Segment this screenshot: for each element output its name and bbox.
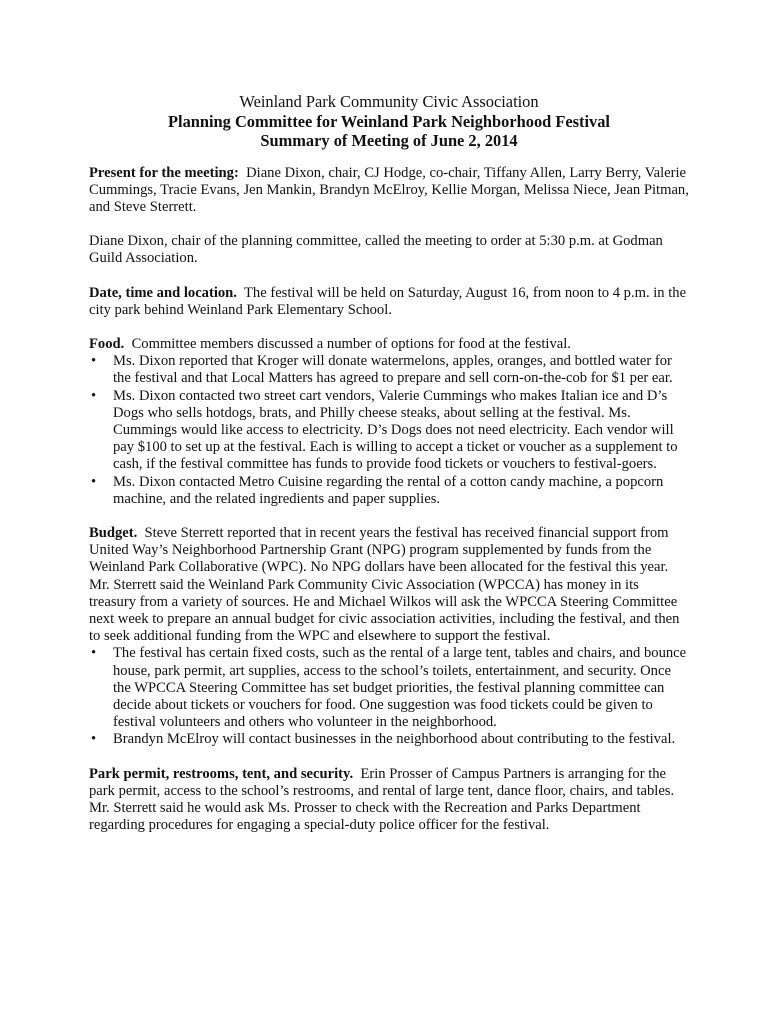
budget-text: Steve Sterrett reported that in recent years the festival has received financial support from United Way’s Neighborhood Partnership Grant (NPG) program supplemented by funds from the Weinland Park Collaborative (WPC). No NPG dollars have been allocated for the festival this year. Mr. Sterrett said the Weinland Park Community Civic Association (WPCCA) has money in its treasury from a variety of sources. He and Michael Wilkos will ask the WPCCA Steering Committee next week to prepare an annual budget for civic association activities, including the festival, and then to seek additional funding from the WPC and elsewhere to support the festival. [89, 524, 680, 645]
food-bullet-item: • Ms. Dixon contacted two street cart vendors, Valerie Cummings who makes Italian ice and D’s Dogs who sells hotdogs, brats, and Philly cheese steaks, about selling at the festival. Ms. Cummings would like access to electricity. D’s Dogs does not need electricity. Each vendor will pay $100 to set up at the festival. Each is willing to accept a ticket or voucher as a supplement to cash, if the festival committee has funds to provide food tickets or vouchers to festival-goers. [89, 388, 689, 474]
date-time-label: Date, time and location. [89, 284, 237, 301]
park-label: Park permit, restrooms, tent, and security. [89, 765, 354, 782]
present-text: Diane Dixon, chair, CJ Hodge, co-chair, Tiffany Allen, Larry Berry, Valerie Cummings, Tracie Evans, Jen Mankin, Brandyn McElroy, Kellie Morgan, Melissa Niece, Jean Pitman, and Steve Sterrett. [89, 164, 689, 215]
document-page [89, 92, 689, 851]
budget-label: Budget. [89, 524, 138, 541]
food-bullet-list [89, 353, 689, 508]
budget-bullet-item: • Brandyn McElroy will contact businesses in the neighborhood about contributing to the festival. [89, 731, 689, 748]
food-bullet-item: • Ms. Dixon contacted Metro Cuisine regarding the rental of a cotton candy machine, a popcorn machine, and the related ingredients and paper supplies. [89, 474, 689, 508]
budget-bullet-list [89, 645, 689, 748]
date-time-text: The festival will be held on Saturday, August 16, from noon to 4 p.m. in the city park behind Weinland Park Elementary School. [89, 284, 687, 318]
present-paragraph [89, 165, 689, 217]
park-paragraph [89, 766, 689, 835]
org-title: Weinland Park Community Civic Association [239, 92, 539, 111]
food-bullet-item: • Ms. Dixon reported that Kroger will donate watermelons, apples, oranges, and bottled water for the festival and that Local Matters has agreed to prepare and sell corn-on-the-cob for $1 per ear. [89, 353, 689, 387]
document-header [89, 92, 689, 151]
food-label: Food. [89, 335, 125, 352]
call-to-order-paragraph: Diane Dixon, chair of the planning committee, called the meeting to order at 5:30 p.m. at Godman Guild Association. [89, 233, 663, 267]
park-text: Erin Prosser of Campus Partners is arranging for the park permit, access to the school’s restrooms, and rental of large tent, dance floor, chairs, and tables. Mr. Sterrett said he would ask Ms. Prosser to check with the Recreation and Parks Department regarding procedures for engaging a special-duty police officer for the festival. [89, 765, 675, 834]
meeting-summary-title: Summary of Meeting of June 2, 2014 [260, 131, 518, 150]
budget-bullet-item: • The festival has certain fixed costs, such as the rental of a large tent, tables and chairs, and bounce house, park permit, art supplies, access to the school’s toilets, entertainment, and security. Once the WPCCA Steering Committee has set budget priorities, the festival planning committee can decide about tickets or vouchers for food. One suggestion was food tickets could be given to festival volunteers and others who volunteer in the neighborhood. [89, 645, 689, 731]
food-paragraph [89, 336, 689, 353]
food-text: Committee members discussed a number of options for food at the festival. [131, 335, 571, 352]
committee-title: Planning Committee for Weinland Park Neighborhood Festival [168, 111, 610, 131]
present-label: Present for the meeting: [89, 164, 239, 181]
budget-paragraph [89, 525, 689, 645]
date-time-paragraph [89, 285, 689, 319]
